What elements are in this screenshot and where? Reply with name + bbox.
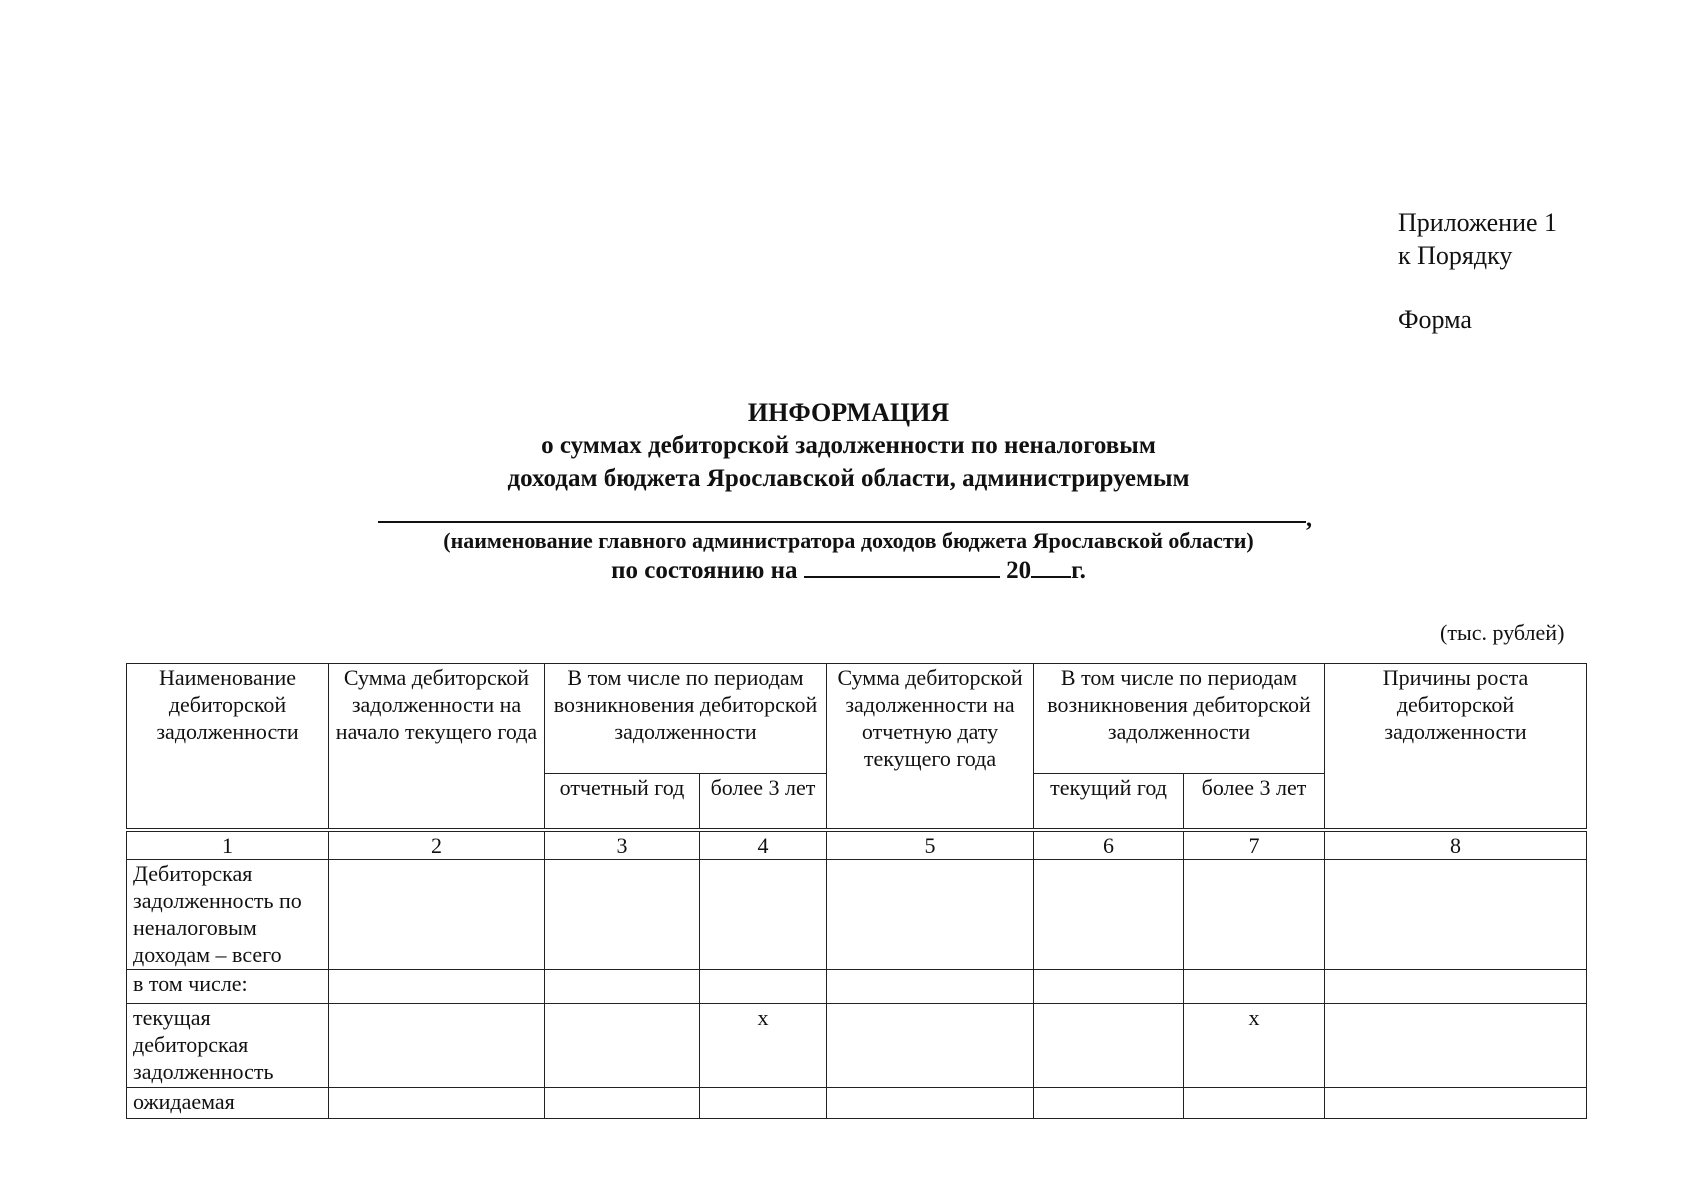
document-title: ИНФОРМАЦИЯ	[747, 398, 950, 427]
row-label: ожидаемая	[127, 1087, 329, 1118]
table-cell	[1184, 1087, 1325, 1118]
table-cell	[700, 859, 827, 969]
header-current-year: текущий год	[1034, 774, 1184, 830]
header-name: Наименование дебиторской задолженности	[127, 664, 329, 830]
table-row	[127, 1003, 1587, 1087]
column-number: 6	[1034, 830, 1184, 860]
header-reasons: Причины роста дебиторской задолженности	[1325, 664, 1587, 830]
table-cell	[700, 969, 827, 1003]
header-more-3-years-a: более 3 лет	[700, 774, 827, 830]
table-cell	[1034, 1003, 1184, 1087]
column-number: 3	[545, 830, 700, 860]
blank-comma: ,	[1306, 506, 1312, 532]
header-sum-start: Сумма дебиторской задолженности на начало текущего года	[329, 664, 545, 830]
date-day-month-blank	[804, 576, 1000, 578]
table-cell	[827, 969, 1034, 1003]
table-row	[127, 1087, 1587, 1118]
table-cell	[545, 859, 700, 969]
column-number: 2	[329, 830, 545, 860]
row-label: текущая дебиторская задолженность	[127, 1003, 329, 1087]
debt-table	[126, 663, 1587, 1119]
date-prefix: по состоянию на	[611, 557, 798, 584]
table-cell-mark: х	[700, 1003, 827, 1087]
administrator-caption: (наименование главного администратора доходов бюджета Ярославской области)	[443, 528, 1254, 553]
table-cell	[1034, 859, 1184, 969]
header-row-top	[127, 664, 1587, 774]
table-cell	[827, 859, 1034, 969]
table-cell	[1034, 969, 1184, 1003]
date-year-blank	[1031, 576, 1071, 578]
table-cell	[545, 1087, 700, 1118]
row-label: Дебиторская задолженность по неналоговым доходам – всего	[127, 859, 329, 969]
table-cell	[329, 969, 545, 1003]
column-number: 5	[827, 830, 1034, 860]
document-subtitle-line-1: о суммах дебиторской задолженности по неналоговым	[541, 432, 1156, 459]
column-number: 8	[1325, 830, 1587, 860]
column-number: 7	[1184, 830, 1325, 860]
date-suffix: г.	[1071, 557, 1086, 584]
table-cell	[545, 1003, 700, 1087]
column-number-row	[127, 830, 1587, 860]
header-periods-start: В том числе по периодам возникновения дебиторской задолженности	[545, 664, 827, 774]
appendix-reference: к Порядку	[1398, 241, 1513, 270]
table-row	[127, 969, 1587, 1003]
table-cell	[1325, 1087, 1587, 1118]
table-cell	[827, 1087, 1034, 1118]
table-cell	[1325, 859, 1587, 969]
table-cell	[329, 1087, 545, 1118]
date-year-prefix: 20	[1006, 557, 1032, 584]
table-cell	[700, 1087, 827, 1118]
table-cell	[1184, 859, 1325, 969]
table-cell	[1034, 1087, 1184, 1118]
form-label: Форма	[1398, 305, 1472, 334]
table-cell	[827, 1003, 1034, 1087]
table-cell-mark: х	[1184, 1003, 1325, 1087]
table-cell	[545, 969, 700, 1003]
table-cell	[1325, 1003, 1587, 1087]
table-cell	[1184, 969, 1325, 1003]
table-cell	[1325, 969, 1587, 1003]
appendix-block	[1398, 206, 1557, 336]
row-label: в том числе:	[127, 969, 329, 1003]
header-reporting-year: отчетный год	[545, 774, 700, 830]
header-sum-report: Сумма дебиторской задолженности на отчетную дату текущего года	[827, 664, 1034, 830]
report-date-line	[0, 557, 1697, 585]
header-periods-report: В том числе по периодам возникновения дебиторской задолженности	[1034, 664, 1325, 774]
table-row	[127, 859, 1587, 969]
header-more-3-years-b: более 3 лет	[1184, 774, 1325, 830]
units-label: (тыс. рублей)	[1440, 620, 1565, 645]
table-cell	[329, 859, 545, 969]
column-number: 1	[127, 830, 329, 860]
administrator-name-blank	[378, 521, 1306, 523]
column-number: 4	[700, 830, 827, 860]
table-cell	[329, 1003, 545, 1087]
document-subtitle-line-2: доходам бюджета Ярославской области, администрируемым	[507, 465, 1190, 492]
appendix-number: Приложение 1	[1398, 208, 1558, 237]
